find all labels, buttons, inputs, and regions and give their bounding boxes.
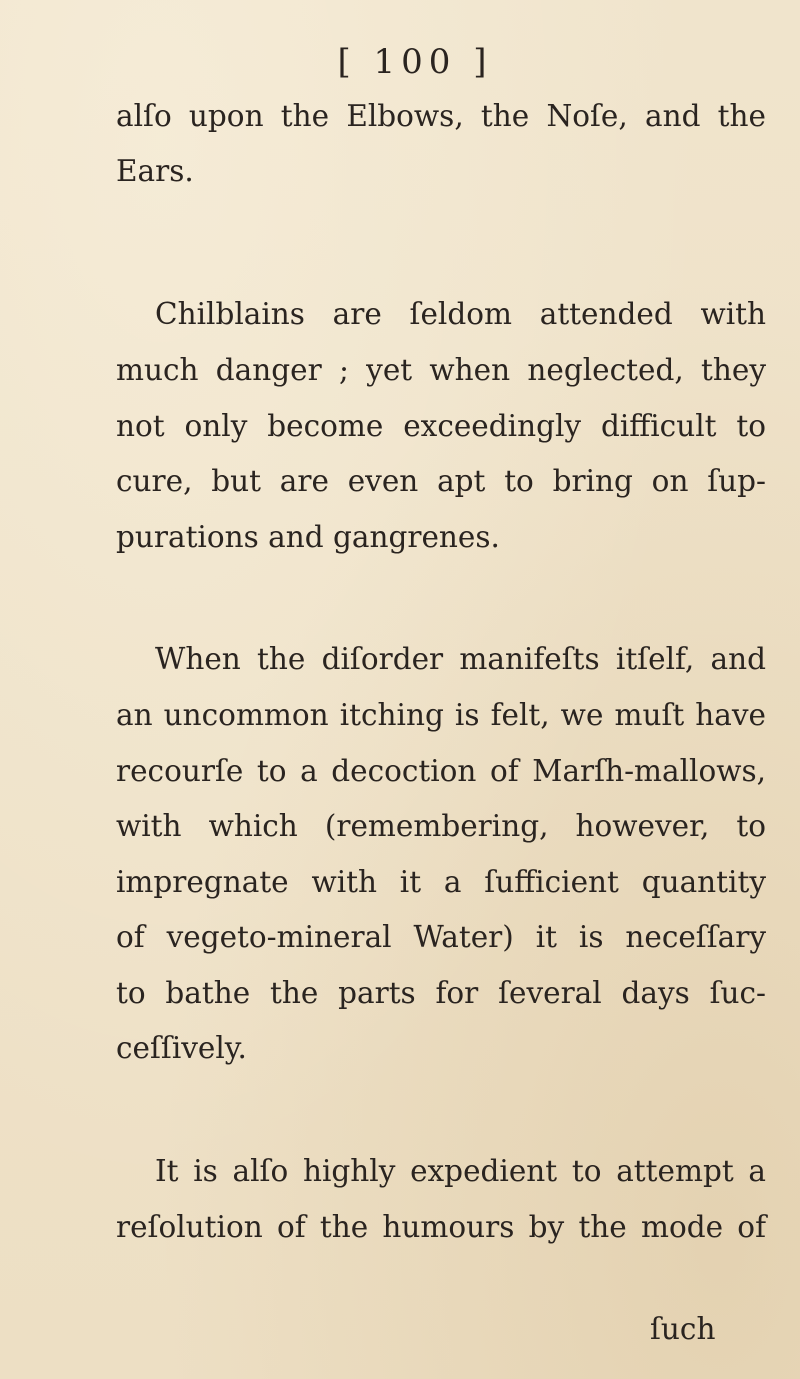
text-line: purations and gangrenes. (116, 520, 500, 554)
text-line: recourſe to a decoction of Marſh-mallows, (116, 754, 766, 788)
text-line: impregnate with it a ſufficient quantity (116, 865, 766, 899)
text-line: It is alſo highly expedient to attempt a (155, 1154, 766, 1188)
text-line: of vegeto-mineral Water) it is neceſſary (116, 920, 766, 954)
text-line: cure, but are even apt to bring on ſup- (116, 464, 766, 498)
text-line: an uncommon itching is felt, we muſt have (116, 698, 766, 732)
text-line: to bathe the parts for ſeveral days ſuc- (116, 976, 766, 1010)
text-line: alſo upon the Elbows, the Noſe, and the (116, 99, 766, 133)
text-line: Ears. (116, 154, 194, 188)
text-line: not only become exceedingly difficult to (116, 409, 766, 443)
text-line: much danger ; yet when neglected, they (116, 353, 766, 387)
text-line: ceſſively. (116, 1031, 247, 1065)
text-line: When the diſorder manifeſts itſelf, and (155, 642, 766, 676)
text-line: with which (remembering, however, to (116, 809, 766, 843)
text-line: Chilblains are ſeldom attended with (155, 297, 766, 331)
catchword: ſuch (650, 1312, 716, 1346)
page-number: [ 100 ] (337, 42, 493, 82)
text-line: reſolution of the humours by the mode of (116, 1210, 766, 1244)
